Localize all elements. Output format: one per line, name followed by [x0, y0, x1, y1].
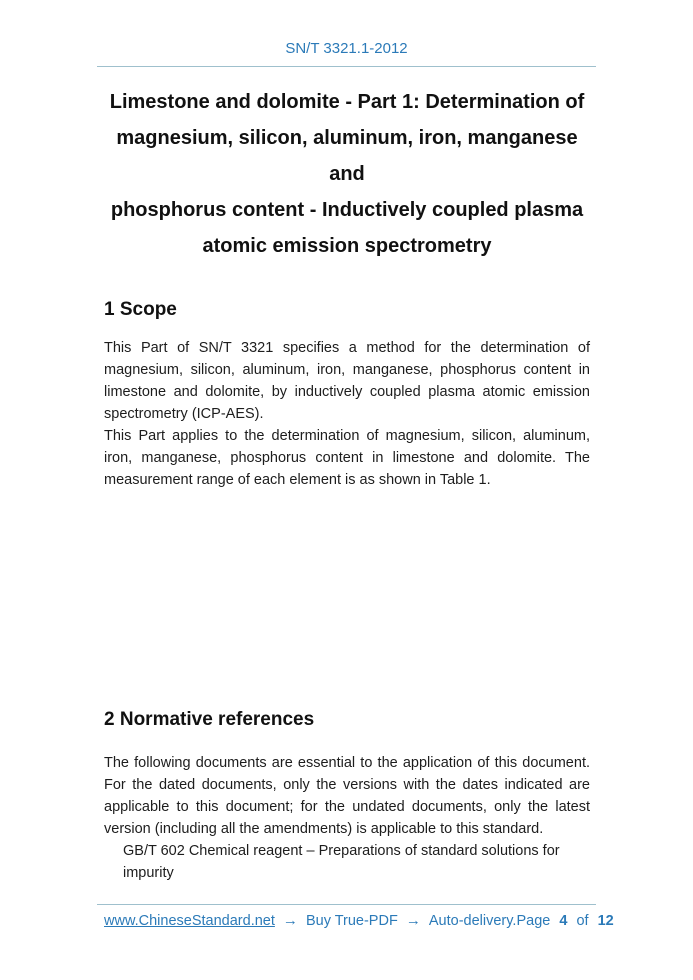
- arrow-right-icon: →: [405, 912, 421, 929]
- page-footer: [104, 911, 614, 931]
- arrow-right-icon: →: [282, 912, 298, 929]
- header-divider: [97, 66, 596, 67]
- document-title-line: phosphorus content - Inductively coupled plasma: [110, 199, 584, 221]
- section-heading-scope: 1 Scope: [104, 299, 177, 320]
- footer-divider: [97, 904, 596, 905]
- page-number-indicator: [516, 911, 613, 931]
- normative-references-paragraph: The following documents are essential to the application of this document. For the dated documents, only the versions with the dates indicated are applicable to this document; for the undated documents, only the latest version (including all the amendments) is applicable to this standard.: [104, 755, 590, 837]
- header-standard-code: SN/T 3321.1-2012: [285, 40, 408, 57]
- page-current-number: 4: [559, 913, 568, 929]
- scope-paragraph-1: This Part of SN/T 3321 specifies a method for the determination of magnesium, silicon, aluminum, iron, manganese, phosphorus content in limestone and dolomite, by inductively coupled plasma atomic emission spectrometry (ICP-AES).: [104, 340, 590, 422]
- site-link[interactable]: www.ChineseStandard.net: [104, 913, 275, 929]
- page-of-label: of: [576, 913, 589, 929]
- page-label: Page: [516, 913, 551, 929]
- page-total-number: 12: [597, 913, 614, 929]
- scope-paragraph-2: This Part applies to the determination of magnesium, silicon, aluminum, iron, manganese, phosphorus content in limestone and dolomite. The measurement range of each element is as shown in Table 1.: [104, 428, 590, 488]
- document-title-line: atomic emission spectrometry: [202, 235, 492, 257]
- reference-entry-gbt602: GB/T 602 Chemical reagent – Preparations of standard solutions for impurity: [123, 843, 560, 881]
- footer-delivery-text: Auto-delivery.: [428, 913, 517, 929]
- document-title-line: Limestone and dolomite - Part 1: Determination of: [109, 91, 585, 113]
- document-title-line: magnesium, silicon, aluminum, iron, manganese and: [116, 127, 578, 185]
- footer-buy-text: Buy True-PDF: [305, 913, 398, 929]
- footer-source-line: [104, 911, 516, 931]
- section-heading-normative-references: 2 Normative references: [104, 709, 315, 730]
- document-title: [104, 84, 590, 264]
